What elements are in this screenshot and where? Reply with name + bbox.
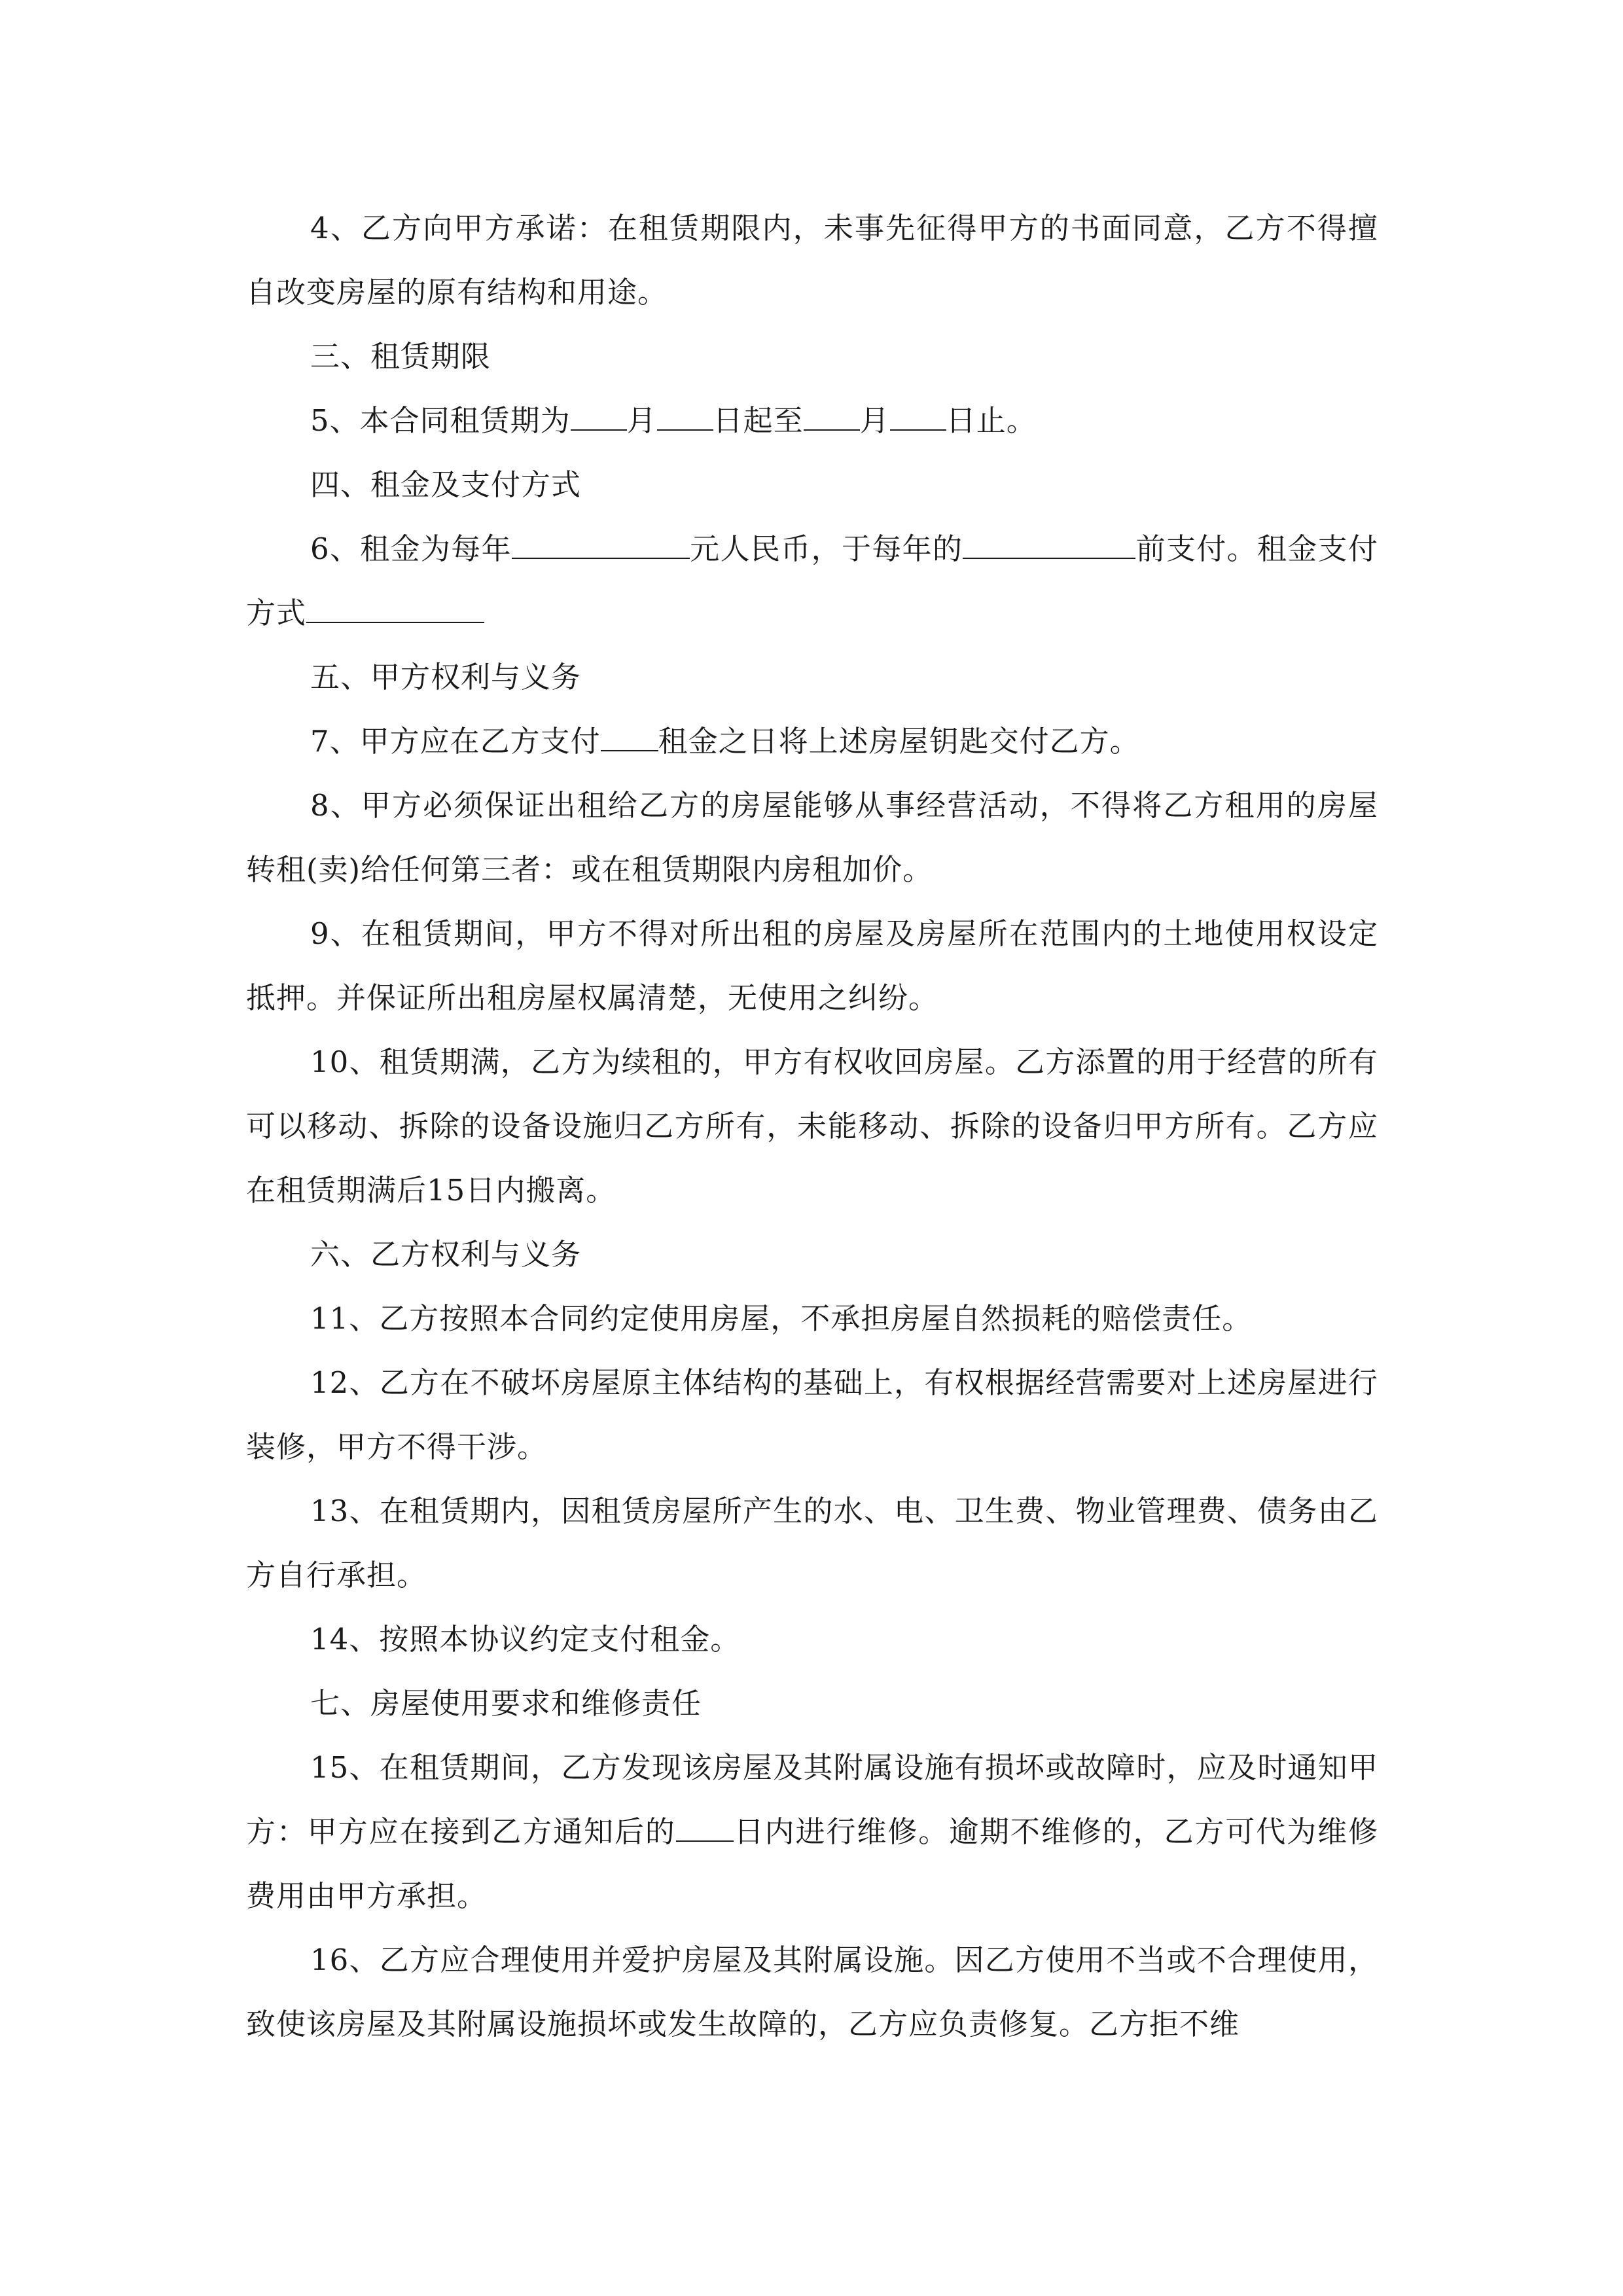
blank-field: [657, 395, 713, 431]
clause-7: [246, 709, 1378, 774]
clause-15-text-a: 15、在租赁期间，乙方发现该房屋及其附属设施有损坏或故障时，应及时通知甲方：甲方应在接到乙方通知后的: [246, 1750, 1378, 1849]
blank-field: [890, 395, 946, 431]
clause-6-text-c: 前支付。租金支付方式: [246, 531, 1378, 630]
section-heading-4: 四、租金及支付方式: [310, 467, 582, 502]
clause-11: 11、乙方按照本合同约定使用房屋，不承担房屋自然损耗的赔偿责任。: [310, 1301, 1253, 1336]
clause-7-text-b: 租金之日将上述房屋钥匙交付乙方。: [658, 724, 1140, 759]
section-heading-3: 三、租赁期限: [310, 339, 491, 374]
clause-5-text-b: 月: [626, 403, 657, 438]
clause-5: [246, 389, 1378, 453]
clause-15-text-b: 日内进行维修。逾期不维修的，乙方可代为维修费用由甲方承担。: [246, 1814, 1378, 1913]
blank-field: [512, 524, 690, 559]
blank-field: [676, 1806, 734, 1842]
clause-10: 10、租赁期满，乙方为续租的，甲方有权收回房屋。乙方添置的用于经营的所有可以移动、拆除的设备设施归乙方所有，未能移动、拆除的设备归甲方所有。乙方应在租赁期满后15日内搬离。: [246, 1045, 1378, 1208]
clause-5-text-a: 5、本合同租赁期为: [310, 403, 571, 438]
clause-16: 16、乙方应合理使用并爱护房屋及其附属设施。因乙方使用不当或不合理使用，致使该房屋及其附属设施损坏或发生故障的，乙方应负责修复。乙方拒不维: [246, 1943, 1378, 2041]
blank-field: [963, 524, 1135, 559]
clause-5-text-c: 日起至: [713, 403, 804, 438]
blank-field: [804, 395, 860, 431]
section-heading-5: 五、甲方权利与义务: [310, 660, 582, 694]
clause-7-text-a: 7、甲方应在乙方支付: [310, 724, 601, 759]
clause-5-text-e: 日止。: [946, 403, 1037, 438]
blank-field: [306, 588, 484, 623]
clause-6-text-a: 6、租金为每年: [310, 531, 512, 566]
clause-5-text-d: 月: [859, 403, 890, 438]
section-heading-7: 七、房屋使用要求和维修责任: [310, 1686, 702, 1721]
clause-6-text-b: 元人民币，于每年的: [689, 531, 963, 566]
blank-field: [571, 395, 627, 431]
clause-13: 13、在租赁期内，因租赁房屋所产生的水、电、卫生费、物业管理费、债务由乙方自行承担。: [246, 1494, 1378, 1592]
clause-15: [246, 1736, 1378, 1928]
clause-6: [246, 517, 1378, 645]
blank-field: [601, 716, 658, 751]
clause-14: 14、按照本协议约定支付租金。: [310, 1622, 741, 1657]
document-body: [246, 196, 1378, 2056]
clause-8: 8、甲方必须保证出租给乙方的房屋能够从事经营活动，不得将乙方租用的房屋转租(卖)给任何第三者：或在租赁期限内房租加价。: [246, 788, 1378, 887]
clause-4: 4、乙方向甲方承诺：在租赁期限内，未事先征得甲方的书面同意，乙方不得擅自改变房屋的原有结构和用途。: [246, 211, 1378, 310]
clause-12: 12、乙方在不破坏房屋原主体结构的基础上，有权根据经营需要对上述房屋进行装修，甲方不得干涉。: [246, 1365, 1378, 1464]
section-heading-6: 六、乙方权利与义务: [310, 1237, 582, 1272]
clause-9: 9、在租赁期间，甲方不得对所出租的房屋及房屋所在范围内的土地使用权设定抵押。并保证所出租房屋权属清楚，无使用之纠纷。: [246, 916, 1378, 1015]
